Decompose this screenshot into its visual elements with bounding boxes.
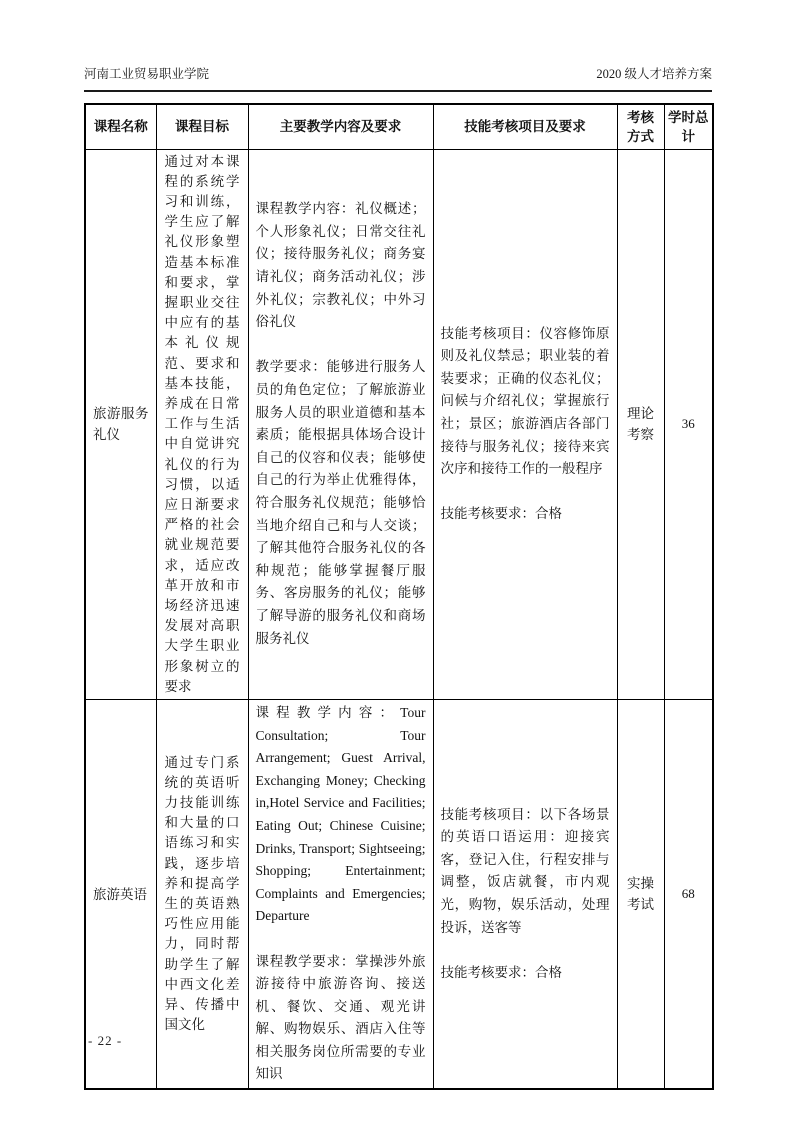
assessment-requirement-paragraph: 技能考核要求：合格 bbox=[440, 964, 562, 980]
cell-teaching-content bbox=[248, 149, 433, 699]
cell-course-name: 旅游服务礼仪 bbox=[85, 149, 156, 699]
assessment-items-paragraph: 技能考核项目：仪容修饰原则及礼仪禁忌；职业装的着装要求；正确的仪态礼仪；问候与介绍礼仪；掌握旅行社；景区；旅游酒店各部门接待与服务礼仪；接待来宾次序和接待工作的一般程序 bbox=[440, 325, 610, 477]
table-row bbox=[85, 149, 713, 699]
col-header-assessment-method: 考核方式 bbox=[617, 104, 664, 149]
cell-skill-assessment bbox=[433, 149, 617, 699]
cell-course-objective: 通过专门系统的英语听力技能训练和大量的口语练习和实践，逐步培养和提高学生的英语熟巧性应用能力，同时帮助学生了解中西文化差异、传播中国文化 bbox=[156, 699, 248, 1089]
cell-total-hours: 36 bbox=[664, 149, 713, 699]
col-header-total-hours: 学时总计 bbox=[664, 104, 713, 149]
curriculum-table bbox=[84, 103, 714, 1090]
assessment-requirement-paragraph: 技能考核要求：合格 bbox=[440, 506, 562, 522]
header-right-text: 2020 级人才培养方案 bbox=[596, 67, 712, 81]
cell-assessment-method: 实操考试 bbox=[617, 699, 664, 1089]
col-header-course-name: 课程名称 bbox=[85, 104, 156, 149]
col-header-course-objective: 课程目标 bbox=[156, 104, 248, 149]
table-row bbox=[85, 699, 713, 1089]
teaching-content-paragraph: 课程教学内容：Tour Consultation; Tour Arrangement; Guest Arrival, Exchanging Money; Checking in,Hotel Service and Facilities; Eating Out; Chinese Cuisine; Drinks, Transport; Sightseeing; Shopping; Entertainment; Complaints and Emergencies; Departure bbox=[255, 704, 426, 924]
cell-course-objective: 通过对本课程的系统学习和训练，学生应了解礼仪形象塑造基本标准和要求，掌握职业交往中应有的基本礼仪规范、要求和基本技能，养成在日常工作与生活中自觉讲究礼仪的行为习惯，以适应日渐要求严格的社会就业规范要求，适应改革开放和市场经济迅速发展对高职大学生职业形象树立的要求 bbox=[156, 149, 248, 699]
table-header-row bbox=[85, 104, 713, 149]
teaching-requirements-paragraph: 教学要求：能够进行服务人员的角色定位；了解旅游业服务人员的职业道德和基本素质；能根据具体场合设计自己的仪容和仪表；能够使自己的行为举止优雅得体，符合服务礼仪规范；能够恰当地介绍自己和与人交谈；了解其他符合服务礼仪的各种规范；能够掌握餐厅服务、客房服务的礼仪；能够了解导游的服务礼仪和商场服务礼仪 bbox=[255, 359, 426, 646]
cell-skill-assessment bbox=[433, 699, 617, 1089]
teaching-content-paragraph: 课程教学内容：礼仪概述；个人形象礼仪；日常交往礼仪；接待服务礼仪；商务宴请礼仪；商务活动礼仪；涉外礼仪；宗教礼仪；中外习俗礼仪 bbox=[255, 201, 426, 330]
header-left-text: 河南工业贸易职业学院 bbox=[84, 67, 210, 81]
running-header bbox=[84, 66, 712, 82]
col-header-teaching-content: 主要教学内容及要求 bbox=[248, 104, 433, 149]
cell-teaching-content bbox=[248, 699, 433, 1089]
page-number: - 22 - bbox=[88, 1033, 123, 1048]
header-rule bbox=[84, 90, 712, 92]
cell-course-name: 旅游英语 bbox=[85, 699, 156, 1089]
cell-assessment-method: 理论考察 bbox=[617, 149, 664, 699]
teaching-requirements-paragraph: 课程教学要求：掌操涉外旅游接待中旅游咨询、接送机、餐饮、交通、观光讲解、购物娱乐、酒店入住等相关服务岗位所需要的专业知识 bbox=[255, 953, 426, 1082]
col-header-skill-assessment: 技能考核项目及要求 bbox=[433, 104, 617, 149]
cell-total-hours: 68 bbox=[664, 699, 713, 1089]
assessment-items-paragraph: 技能考核项目：以下各场景的英语口语运用：迎接宾客，登记入住，行程安排与调整，饭店就餐，市内观光，购物，娱乐活动，处理投诉，送客等 bbox=[440, 806, 610, 935]
